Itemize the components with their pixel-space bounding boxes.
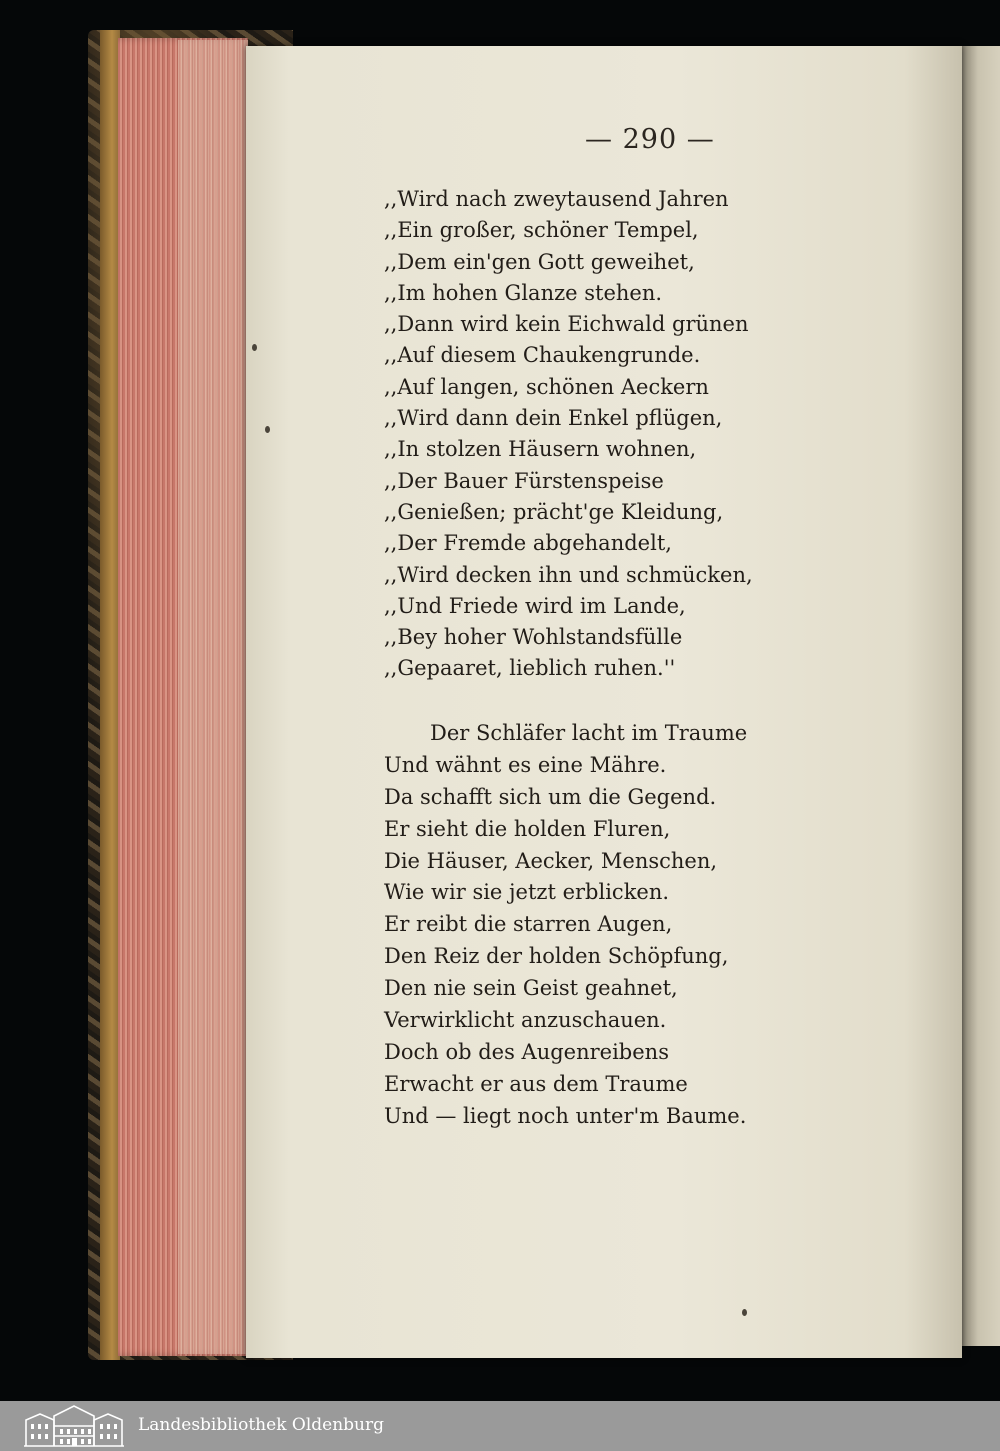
- poem-line: Der Schläfer lacht im Traume: [430, 721, 748, 745]
- poem-line: ,,Bey hoher Wohlstandsfülle: [384, 625, 683, 650]
- poem-line: Und wähnt es eine Mähre.: [384, 752, 667, 777]
- poem-line: ,,Genießen; prächt'ge Kleidung,: [384, 499, 724, 524]
- poem-line: Den nie sein Geist geahnet,: [384, 976, 678, 1001]
- library-building-logo-icon: [22, 1404, 126, 1448]
- poem-stanza-2: [384, 718, 747, 1133]
- poem-line: ,,Dann wird kein Eichwald grünen: [384, 312, 749, 337]
- library-footer-bar: [0, 1401, 1000, 1451]
- page-number: — 290 —: [585, 124, 715, 155]
- poem-line: ,,Wird nach zweytausend Jahren: [384, 187, 729, 211]
- poem-line: ,,Dem ein'gen Gott geweihet,: [384, 249, 695, 274]
- poem-stanza-1: [384, 184, 753, 685]
- poem-line: Den Reiz der holden Schöpfung,: [384, 944, 729, 969]
- poem-line: Und — liegt noch unter'm Baume.: [384, 1103, 747, 1128]
- facing-page-edge: [962, 46, 1000, 1346]
- poem-line: ,,Auf langen, schönen Aeckern: [384, 374, 709, 399]
- poem-line: Die Häuser, Aecker, Menschen,: [384, 848, 718, 873]
- poem-line: Wie wir sie jetzt erblicken.: [384, 880, 670, 905]
- poem-line: ,,Gepaaret, lieblich ruhen.'': [384, 656, 676, 681]
- poem-line: Da schafft sich um die Gegend.: [384, 784, 717, 809]
- paper-speck: [742, 1309, 747, 1316]
- library-name: Landesbibliothek Oldenburg: [138, 1415, 385, 1435]
- poem-line: ,,In stolzen Häusern wohnen,: [384, 437, 697, 462]
- poem-line: Er reibt die starren Augen,: [384, 912, 673, 937]
- paper-speck: [265, 426, 270, 433]
- book-spine-edge: [100, 30, 120, 1360]
- poem-line: ,,Und Friede wird im Lande,: [384, 593, 686, 618]
- poem-line: ,,Ein großer, schöner Tempel,: [384, 218, 699, 243]
- poem-line: ,,Im hohen Glanze stehen.: [384, 280, 663, 305]
- poem-line: ,,Auf diesem Chaukengrunde.: [384, 343, 701, 368]
- poem-line: Verwirklicht anzuschauen.: [384, 1008, 667, 1033]
- paper-speck: [252, 344, 257, 351]
- poem-line: Erwacht er aus dem Traume: [384, 1071, 688, 1096]
- poem-line: ,,Wird decken ihn und schmücken,: [384, 562, 753, 587]
- poem-line: Doch ob des Augenreibens: [384, 1039, 669, 1064]
- poem-line: ,,Wird dann dein Enkel pflügen,: [384, 406, 723, 431]
- poem-line: ,,Der Bauer Fürstenspeise: [384, 468, 664, 493]
- poem-line: ,,Der Fremde abgehandelt,: [384, 531, 672, 556]
- poem-line: Er sieht die holden Fluren,: [384, 816, 671, 841]
- page-edges-highlight: [178, 40, 248, 1354]
